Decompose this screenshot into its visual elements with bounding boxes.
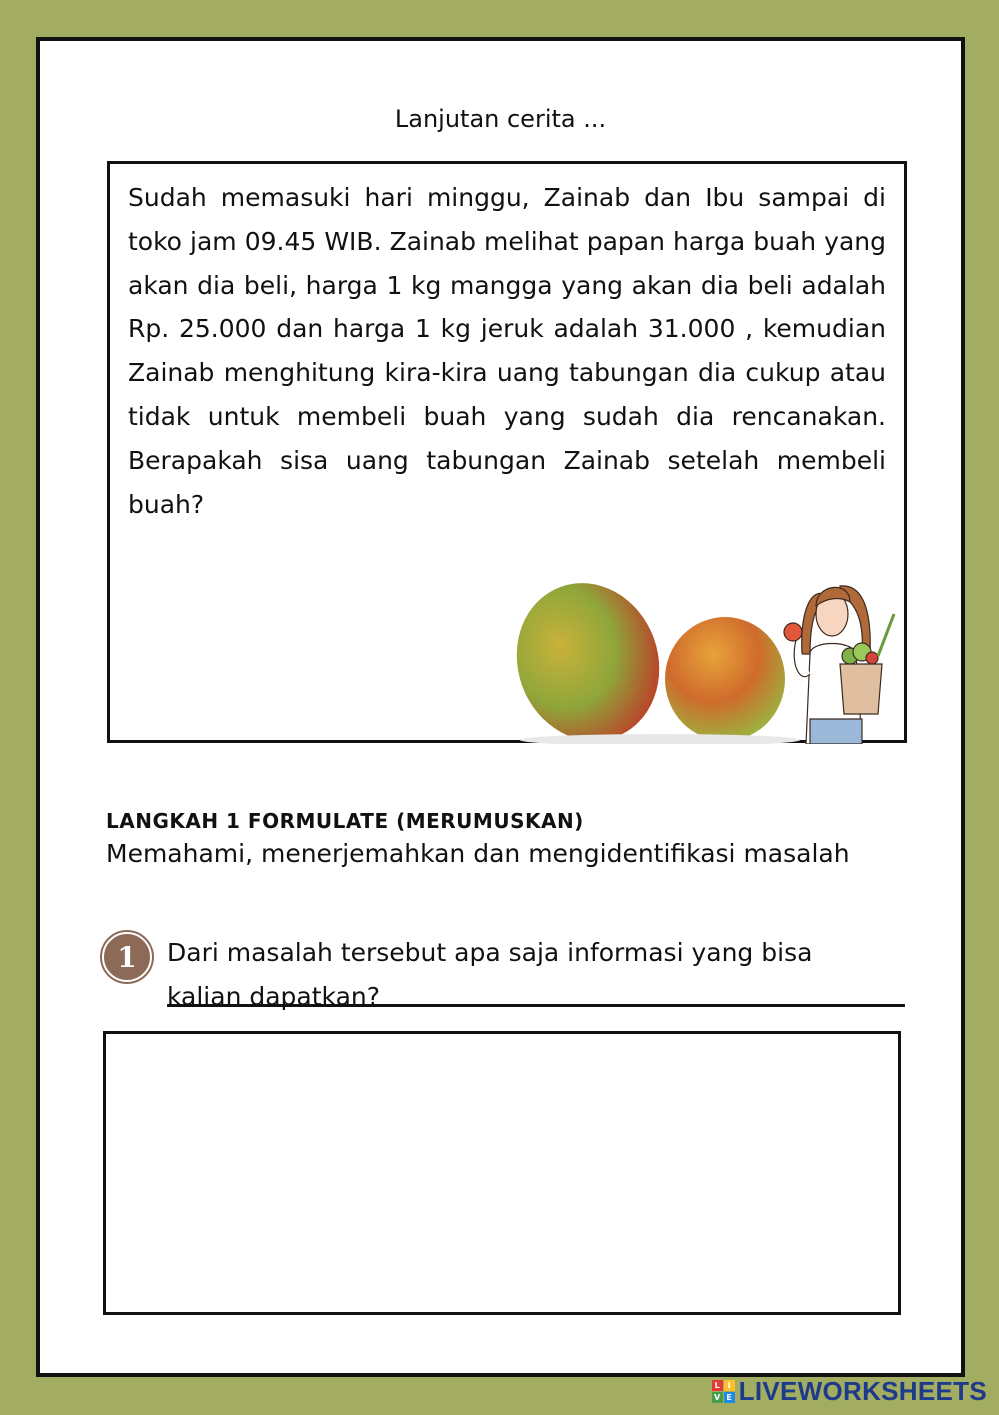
liveworksheets-wordmark: LIVEWORKSHEETS (738, 1376, 987, 1406)
question-number-badge: 1 (102, 932, 152, 982)
answer-box[interactable] (103, 1031, 901, 1315)
mango-and-woman-illustration (510, 544, 910, 744)
worksheet-page (36, 37, 965, 1377)
question-text: Dari masalah tersebut apa saja informasi yang bisa kalian dapatkan? (167, 938, 813, 1011)
answer-input[interactable] (106, 1034, 898, 1312)
step-title: LANGKAH 1 FORMULATE (MERUMUSKAN) (106, 809, 584, 833)
story-box (107, 161, 907, 743)
mango-right (665, 617, 785, 741)
story-text: Sudah memasuki hari minggu, Zainab dan Ibu sampai di toko jam 09.45 WIB. Zainab melihat papan harga buah yang akan dia beli, harga 1 kg mangga yang akan dia beli adalah Rp. 25.000 dan harga 1 kg jeruk adalah 31.000 , kemudian Zainab menghitung kira-kira uang tabungan dia cukup atau tidak untuk membeli buah yang sudah dia rencanakan. Berapakah sisa uang tabungan Zainab setelah membeli buah? (128, 183, 886, 519)
step-description: Memahami, menerjemahkan dan mengidentifikasi masalah (106, 839, 850, 868)
liveworksheets-mark-icon: L I V E (712, 1380, 735, 1403)
mango-left (510, 563, 681, 744)
intro-heading: Lanjutan cerita ... (394, 105, 607, 133)
question-underline (167, 1004, 905, 1007)
liveworksheets-logo[interactable] (712, 1376, 987, 1407)
woman-figure (784, 586, 894, 744)
